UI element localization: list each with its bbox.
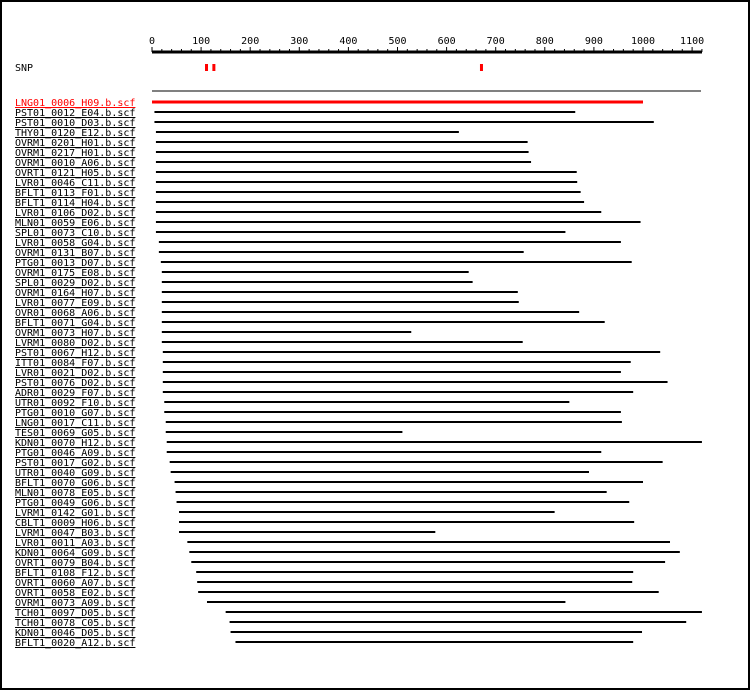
read-name[interactable]: OVRM1_0164_H07.b.scf xyxy=(15,288,136,299)
axis-tick-label: 700 xyxy=(486,36,505,47)
read-name[interactable]: BFLT1_0020_A12.b.scf xyxy=(15,638,136,649)
read-name[interactable]: LVR01_0077_E09.b.scf xyxy=(15,298,136,309)
read-name[interactable]: BFLT1_0071_G04.b.scf xyxy=(15,318,136,329)
read-name[interactable]: OVRT1_0060_A07.b.scf xyxy=(15,578,136,589)
axis-tick-label: 1100 xyxy=(680,36,705,47)
alignment-diagram xyxy=(2,2,748,688)
read-name[interactable]: TCH01_0097_D05.b.scf xyxy=(15,608,136,619)
scale-axis xyxy=(149,36,704,52)
read-name[interactable]: THY01_0120_E12.b.scf xyxy=(15,128,136,139)
read-name[interactable]: OVRT1_0121_H05.b.scf xyxy=(15,168,136,179)
axis-tick-label: 500 xyxy=(388,36,407,47)
read-name[interactable]: OVRM1_0201_H01.b.scf xyxy=(15,138,136,149)
reference-read-name[interactable]: LNG01_0006_H09.b.scf xyxy=(15,98,136,109)
read-name[interactable]: LVRM1_0047_B03.b.scf xyxy=(15,528,136,539)
read-name[interactable]: ITT01_0084_F07.b.scf xyxy=(15,358,136,369)
snp-marker[interactable] xyxy=(480,64,483,71)
read-name[interactable]: LVRM1_0080_D02.b.scf xyxy=(15,338,136,349)
axis-tick-label: 600 xyxy=(437,36,456,47)
read-name[interactable]: OVRM1_0073_H07.b.scf xyxy=(15,328,136,339)
snp-marker[interactable] xyxy=(205,64,208,71)
read-name[interactable]: UTR01_0040_G09.b.scf xyxy=(15,468,136,479)
read-name[interactable]: LVR01_0046_C11.b.scf xyxy=(15,178,136,189)
read-name[interactable]: PST01_0017_G02.b.scf xyxy=(15,458,136,469)
read-name[interactable]: KDN01_0064_G09.b.scf xyxy=(15,548,136,559)
read-name[interactable]: PST01_0012_E04.b.scf xyxy=(15,108,136,119)
read-name[interactable]: ADR01_0029_F07.b.scf xyxy=(15,388,136,399)
read-name[interactable]: LNG01_0017_C11.b.scf xyxy=(15,418,136,429)
read-name[interactable]: BFLT1_0070_G06.b.scf xyxy=(15,478,136,489)
read-name[interactable]: PST01_0067_H12.b.scf xyxy=(15,348,136,359)
axis-tick-label: 100 xyxy=(192,36,211,47)
axis-tick-label: 400 xyxy=(339,36,358,47)
read-name[interactable]: BFLT1_0113_F01.b.scf xyxy=(15,188,136,199)
axis-tick-label: 200 xyxy=(241,36,260,47)
read-name[interactable]: LVRM1_0142_G01.b.scf xyxy=(15,508,136,519)
read-name[interactable]: OVRM1_0217_H01.b.scf xyxy=(15,148,136,159)
read-name[interactable]: CBLT1_0009_H06.b.scf xyxy=(15,518,136,529)
axis-tick-label: 800 xyxy=(535,36,554,47)
read-name[interactable]: OVRM1_0073_A09.b.scf xyxy=(15,598,136,609)
read-name[interactable]: KDN01_0046_D05.b.scf xyxy=(15,628,136,639)
read-name[interactable]: LVR01_0106_D02.b.scf xyxy=(15,208,136,219)
read-name[interactable]: OVRM1_0131_B07.b.scf xyxy=(15,248,136,259)
read-name[interactable]: LVR01_0011_A03.b.scf xyxy=(15,538,136,549)
read-name[interactable]: LVR01_0058_G04.b.scf xyxy=(15,238,136,249)
read-name[interactable]: SPL01_0073_C10.b.scf xyxy=(15,228,136,239)
read-name[interactable]: MLN01_0059_E06.b.scf xyxy=(15,218,136,229)
read-name[interactable]: PST01_0076_D02.b.scf xyxy=(15,378,136,389)
snp-marker[interactable] xyxy=(212,64,215,71)
read-name[interactable]: BFLT1_0114_H04.b.scf xyxy=(15,198,136,209)
snp-track xyxy=(15,63,483,74)
read-name[interactable]: UTR01_0092_F10.b.scf xyxy=(15,398,136,409)
read-name[interactable]: OVRM1_0175_E08.b.scf xyxy=(15,268,136,279)
reads-list xyxy=(15,98,702,649)
read-name[interactable]: TCH01_0078_C05.b.scf xyxy=(15,618,136,629)
axis-tick-label: 900 xyxy=(584,36,603,47)
read-name[interactable]: LVR01_0021_D02.b.scf xyxy=(15,368,136,379)
read-name[interactable]: PTG01_0046_A09.b.scf xyxy=(15,448,136,459)
axis-tick-label: 300 xyxy=(290,36,309,47)
read-name[interactable]: TES01_0069_G05.b.scf xyxy=(15,428,136,439)
read-name[interactable]: PTG01_0013_D07.b.scf xyxy=(15,258,136,269)
read-name[interactable]: KDN01_0070_H12.b.scf xyxy=(15,438,136,449)
read-name[interactable]: PTG01_0010_G07.b.scf xyxy=(15,408,136,419)
read-name[interactable]: MLN01_0078_E05.b.scf xyxy=(15,488,136,499)
axis-tick-label: 1000 xyxy=(630,36,656,47)
snp-track-label: SNP xyxy=(15,63,34,74)
read-name[interactable]: PST01_0010_D03.b.scf xyxy=(15,118,136,129)
read-name[interactable]: SPL01_0029_D02.b.scf xyxy=(15,278,136,289)
read-name[interactable]: PTG01_0049_G06.b.scf xyxy=(15,498,136,509)
read-name[interactable]: OVR01_0068_A06.b.scf xyxy=(15,308,136,319)
read-name[interactable]: OVRT1_0058_E02.b.scf xyxy=(15,588,136,599)
read-name[interactable]: OVRM1_0010_A06.b.scf xyxy=(15,158,136,169)
read-name[interactable]: OVRT1_0079_B04.b.scf xyxy=(15,558,136,569)
axis-tick-label: 0 xyxy=(148,36,156,47)
read-name[interactable]: BFLT1_0108_F12.b.scf xyxy=(15,568,136,579)
